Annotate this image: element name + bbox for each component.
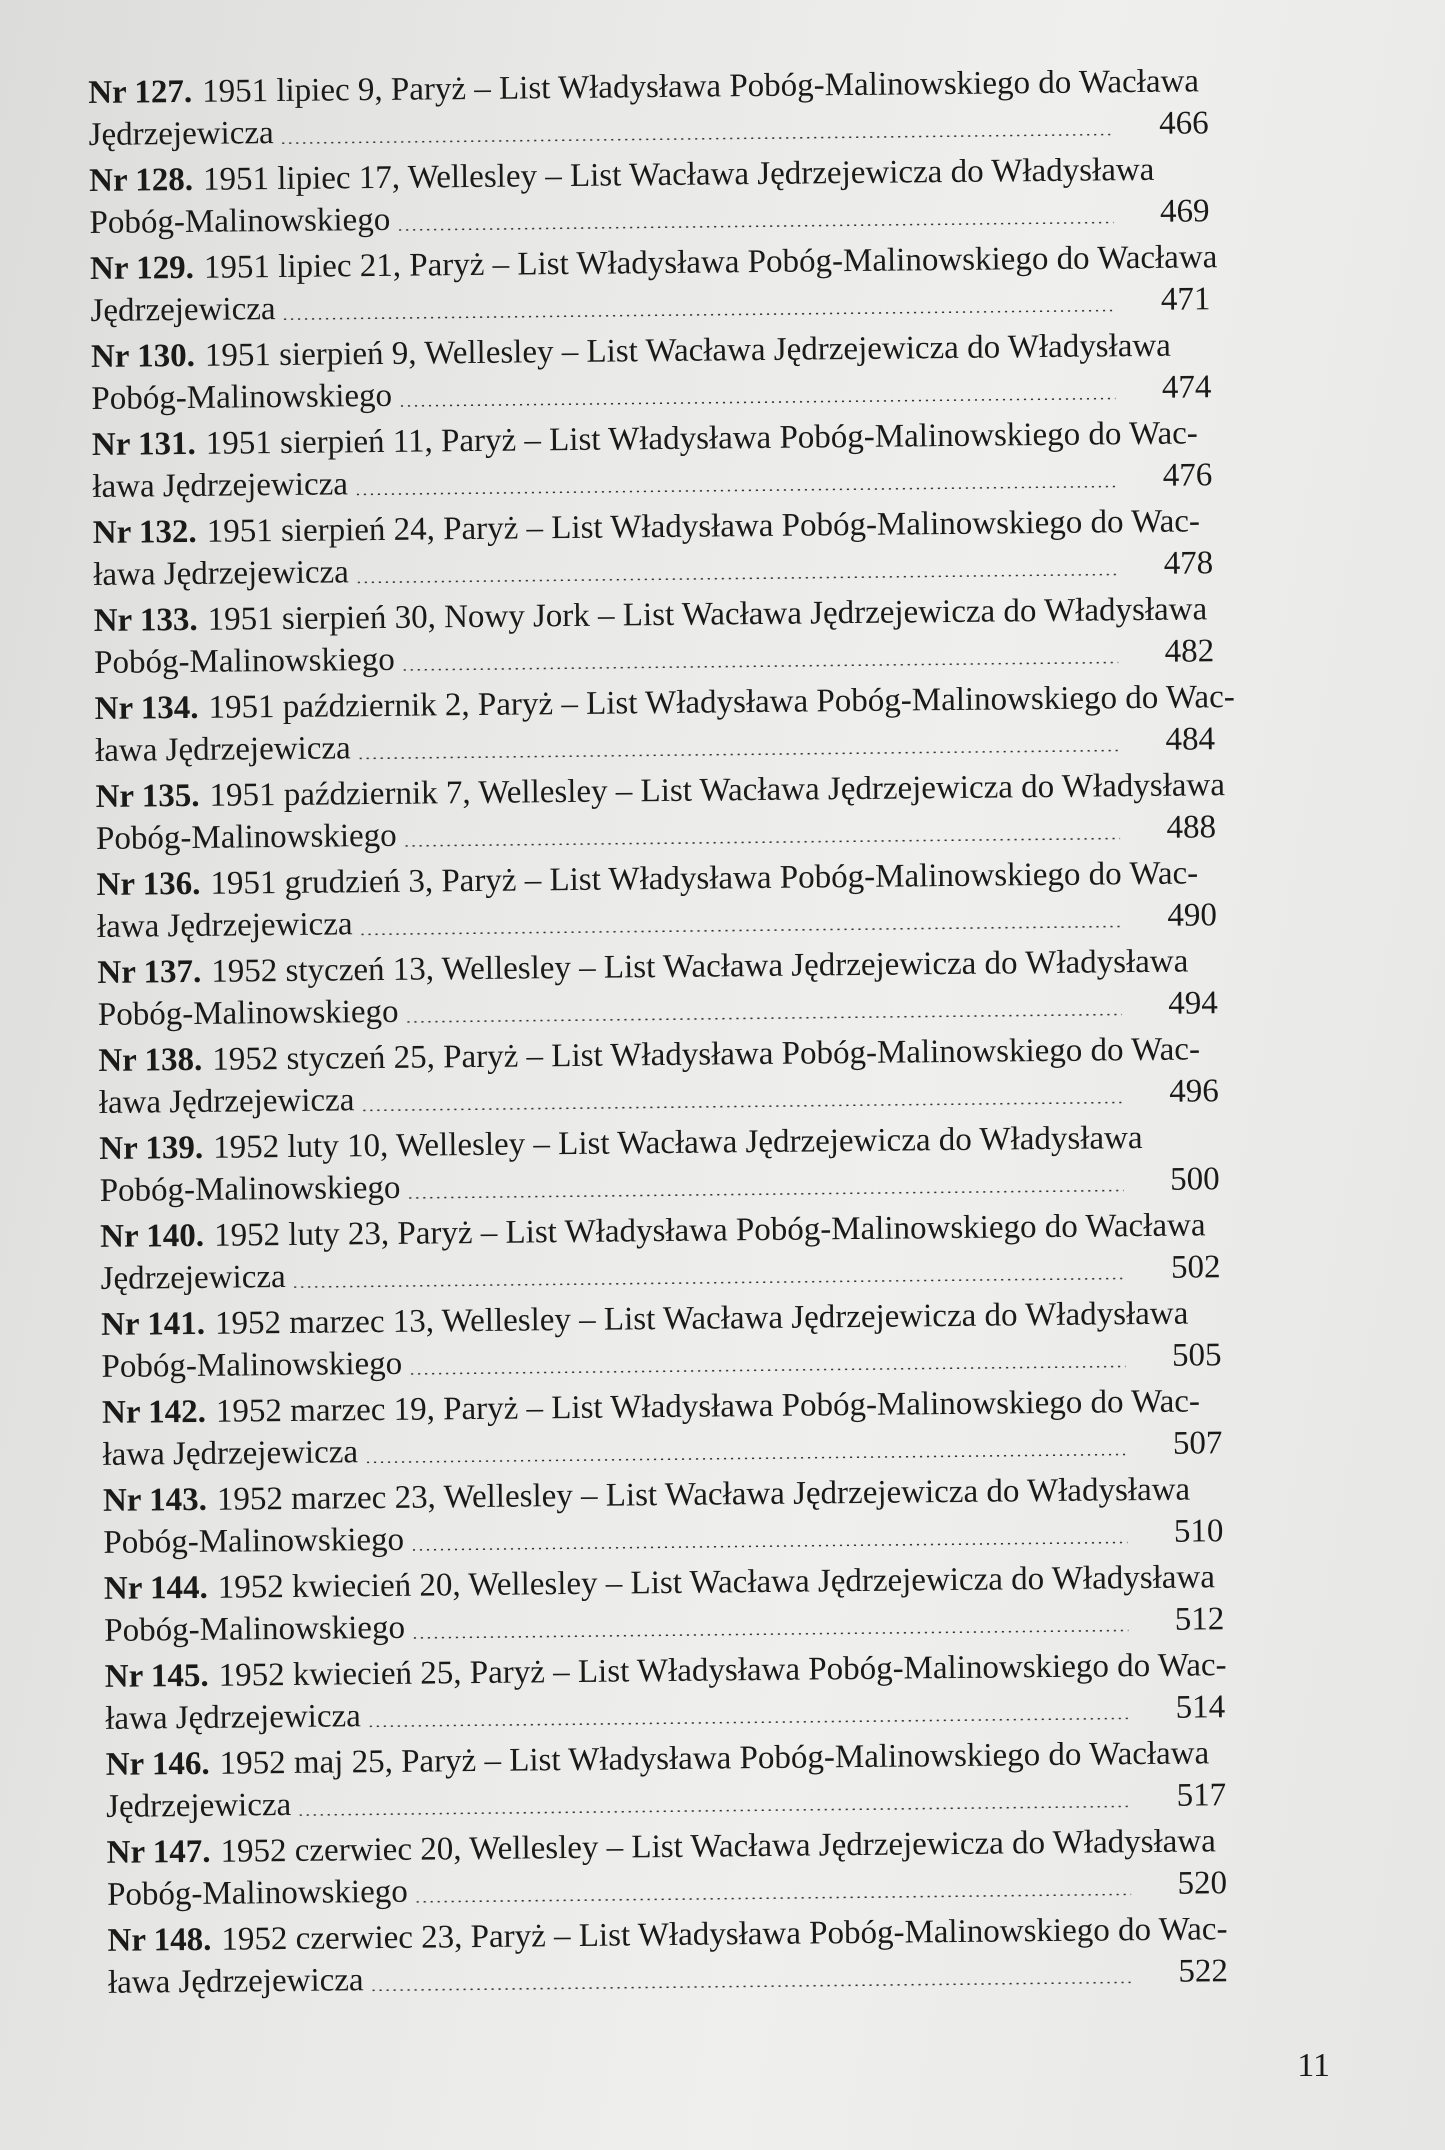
- dot-leader: [401, 661, 1118, 671]
- entry-title: 1951 lipiec 21, Paryż – List Władysława Pobóg-Malinowskiego do Wacława: [203, 239, 1218, 286]
- entry-page-number: 496: [1169, 1073, 1219, 1110]
- dot-leader: [364, 1453, 1126, 1463]
- entry-page-number: 507: [1172, 1425, 1223, 1462]
- table-of-contents: [88, 60, 1235, 2008]
- entry-title-continuation: ława Jędrzejewicza: [107, 1962, 364, 2001]
- entry-title: 1951 październik 2, Paryż – List Władysława Pobóg-Malinowskiego do Wac-: [208, 679, 1235, 726]
- dot-leader: [292, 1277, 1125, 1288]
- document-number: Nr 137.: [97, 953, 202, 991]
- toc-entry: [104, 1556, 1225, 1652]
- document-number: Nr 134.: [94, 689, 199, 727]
- entry-page-number: 517: [1176, 1777, 1227, 1814]
- dot-leader: [370, 1981, 1132, 1991]
- dot-leader: [355, 573, 1117, 583]
- document-number: Nr 148.: [107, 1921, 212, 1959]
- entry-title: 1951 lipiec 17, Wellesley – List Wacława Jędrzejewicza do Władysława: [202, 151, 1155, 198]
- dot-leader: [414, 1893, 1131, 1903]
- entry-title-continuation: Pobóg-Malinowskiego: [94, 641, 396, 681]
- entry-title-continuation: ława Jędrzejewicza: [96, 906, 353, 945]
- entry-title-continuation: Pobóg-Malinowskiego: [101, 1345, 403, 1385]
- dot-leader: [396, 221, 1113, 231]
- dot-leader: [360, 1101, 1122, 1111]
- document-number: Nr 145.: [104, 1657, 209, 1695]
- document-number: Nr 144.: [103, 1569, 208, 1607]
- document-number: Nr 133.: [93, 601, 198, 639]
- document-number: Nr 139.: [99, 1129, 204, 1167]
- entry-title-continuation: ława Jędrzejewicza: [93, 554, 350, 593]
- toc-entry: [106, 1820, 1227, 1916]
- entry-title-continuation: Pobóg-Malinowskiego: [104, 1609, 406, 1649]
- toc-entry: [96, 852, 1217, 948]
- entry-title: 1952 kwiecień 20, Wellesley – List Wacława Jędrzejewicza do Władysława: [217, 1559, 1216, 1606]
- entry-title: 1952 czerwiec 23, Paryż – List Władysława Pobóg-Malinowskiego do Wac-: [221, 1911, 1228, 1958]
- document-number: Nr 146.: [105, 1745, 210, 1783]
- toc-entry: [89, 148, 1210, 244]
- toc-entry: [100, 1204, 1221, 1300]
- document-number: Nr 132.: [92, 513, 197, 551]
- entry-title: 1952 marzec 23, Wellesley – List Wacława Jędrzejewicza do Władysława: [216, 1471, 1191, 1518]
- entry-title-continuation: ława Jędrzejewicza: [102, 1434, 359, 1473]
- document-number: Nr 140.: [100, 1217, 205, 1255]
- dot-leader: [367, 1717, 1129, 1727]
- entry-title: 1951 sierpień 9, Wellesley – List Wacława Jędrzejewicza do Władysława: [204, 327, 1172, 374]
- entry-title: 1952 czerwiec 20, Wellesley – List Wacława Jędrzejewicza do Władysława: [220, 1823, 1216, 1870]
- toc-entry: [92, 412, 1213, 508]
- entry-title-continuation: Pobóg-Malinowskiego: [95, 817, 397, 857]
- dot-leader: [354, 485, 1116, 495]
- entry-title-continuation: Pobóg-Malinowskiego: [89, 201, 391, 241]
- entry-title: 1951 sierpień 24, Paryż – List Władysława Pobóg-Malinowskiego do Wac-: [206, 503, 1201, 550]
- toc-entry: [97, 940, 1218, 1036]
- dot-leader: [408, 1365, 1125, 1375]
- entry-page-number: 502: [1170, 1249, 1221, 1286]
- dot-leader: [359, 925, 1121, 935]
- toc-entry: [103, 1468, 1224, 1564]
- toc-entry: [98, 1028, 1219, 1124]
- entry-title-continuation: Pobóg-Malinowskiego: [106, 1873, 408, 1913]
- entry-page-number: 469: [1159, 193, 1210, 230]
- document-number: Nr 136.: [96, 865, 201, 903]
- dot-leader: [411, 1629, 1128, 1639]
- toc-entry: [106, 1732, 1227, 1828]
- toc-entry: [93, 500, 1214, 596]
- document-number: Nr 143.: [102, 1481, 208, 1519]
- entry-title: 1952 styczeń 13, Wellesley – List Wacława Jędrzejewicza do Władysława: [211, 943, 1189, 990]
- toc-entry: [107, 1908, 1228, 2004]
- entry-title-continuation: Pobóg-Malinowskiego: [103, 1521, 405, 1561]
- entry-title-continuation: Jędrzejewicza: [90, 291, 276, 329]
- entry-title-continuation: Jędrzejewicza: [105, 1786, 292, 1825]
- dot-leader: [398, 397, 1115, 407]
- entry-title: 1952 marzec 13, Wellesley – List Wacława Jędrzejewicza do Władysława: [214, 1295, 1189, 1342]
- entry-title: 1952 luty 23, Paryż – List Władysława Pobóg-Malinowskiego do Wacława: [213, 1207, 1206, 1254]
- entry-title-continuation: Pobóg-Malinowskiego: [97, 993, 399, 1033]
- toc-entry: [99, 1116, 1220, 1212]
- entry-title-continuation: ława Jędrzejewicza: [94, 730, 351, 769]
- entry-page-number: 505: [1171, 1337, 1222, 1374]
- entry-title-continuation: Jędrzejewicza: [100, 1258, 286, 1297]
- entry-title: 1952 marzec 19, Paryż – List Władysława Pobóg-Malinowskiego do Wac-: [215, 1383, 1201, 1430]
- dot-leader: [405, 1013, 1122, 1023]
- entry-page-number: 478: [1163, 545, 1214, 582]
- entry-title: 1951 grudzień 3, Paryż – List Władysława Pobóg-Malinowskiego do Wac-: [210, 855, 1199, 902]
- entry-title-continuation: ława Jędrzejewicza: [98, 1082, 355, 1121]
- toc-entry: [94, 588, 1215, 684]
- toc-entry: [89, 236, 1218, 332]
- dot-leader: [297, 1805, 1130, 1816]
- entry-page-number: 490: [1167, 897, 1218, 934]
- entry-title: 1951 sierpień 30, Nowy Jork – List Wacława Jędrzejewicza do Władysława: [207, 591, 1208, 638]
- entry-title: 1952 styczeń 25, Paryż – List Władysława Pobóg-Malinowskiego do Wac-: [212, 1031, 1201, 1078]
- entry-title: 1951 sierpień 11, Paryż – List Władysława Pobóg-Malinowskiego do Wac-: [205, 415, 1198, 462]
- document-number: Nr 142.: [101, 1393, 207, 1431]
- entry-title-continuation: Pobóg-Malinowskiego: [99, 1169, 401, 1209]
- entry-page-number: 522: [1178, 1953, 1229, 1990]
- toc-entry: [102, 1380, 1223, 1476]
- entry-title: 1951 październik 7, Wellesley – List Wacława Jędrzejewicza do Władysława: [209, 767, 1226, 814]
- entry-title: 1952 kwiecień 25, Paryż – List Władysława Pobóg-Malinowskiego do Wac-: [218, 1647, 1227, 1694]
- entry-title: 1951 lipiec 9, Paryż – List Władysława Pobóg-Malinowskiego do Wacława: [201, 63, 1200, 110]
- entry-title-continuation: ława Jędrzejewicza: [105, 1698, 361, 1737]
- dot-leader: [282, 309, 1115, 320]
- toc-entry: [95, 764, 1226, 860]
- entry-page-number: 500: [1169, 1161, 1220, 1198]
- entry-page-number: 512: [1174, 1601, 1225, 1638]
- entry-page-number: 476: [1162, 457, 1213, 494]
- toc-entry: [91, 324, 1212, 420]
- document-number: Nr 138.: [98, 1041, 203, 1079]
- dot-leader: [357, 749, 1119, 759]
- entry-page-number: 494: [1168, 985, 1219, 1022]
- toc-entry: [88, 60, 1209, 156]
- entry-page-number: 514: [1175, 1689, 1226, 1726]
- toc-entry: [101, 1292, 1222, 1388]
- document-number: Nr 131.: [91, 425, 196, 463]
- document-number: Nr 147.: [106, 1833, 211, 1871]
- entry-title-continuation: Pobóg-Malinowskiego: [91, 377, 393, 417]
- entry-page-number: 520: [1177, 1865, 1228, 1902]
- entry-page-number: 510: [1173, 1513, 1224, 1550]
- toc-entry: [94, 676, 1235, 772]
- dot-leader: [410, 1541, 1127, 1551]
- entry-title: 1952 maj 25, Paryż – List Władysława Pobóg-Malinowskiego do Wacława: [219, 1735, 1210, 1782]
- dot-leader: [406, 1189, 1123, 1199]
- document-number: Nr 127.: [88, 73, 193, 111]
- entry-page-number: 471: [1160, 281, 1211, 318]
- entry-title: 1952 luty 10, Wellesley – List Wacława Jędrzejewicza do Władysława: [212, 1120, 1143, 1166]
- dot-leader: [280, 133, 1113, 144]
- document-number: Nr 141.: [100, 1305, 206, 1343]
- document-number: Nr 130.: [90, 337, 196, 375]
- document-number: Nr 135.: [95, 777, 200, 815]
- dot-leader: [403, 837, 1120, 847]
- entry-title-continuation: ława Jędrzejewicza: [92, 466, 349, 505]
- entry-page-number: 482: [1164, 633, 1215, 670]
- page-number: 11: [1297, 2047, 1330, 2084]
- toc-entry: [105, 1644, 1226, 1740]
- entry-page-number: 488: [1166, 809, 1217, 846]
- entry-page-number: 466: [1158, 105, 1209, 142]
- entry-page-number: 474: [1161, 369, 1212, 406]
- document-number: Nr 129.: [89, 249, 195, 287]
- document-number: Nr 128.: [88, 161, 194, 199]
- entry-title-continuation: Jędrzejewicza: [88, 115, 274, 153]
- entry-page-number: 484: [1165, 721, 1216, 758]
